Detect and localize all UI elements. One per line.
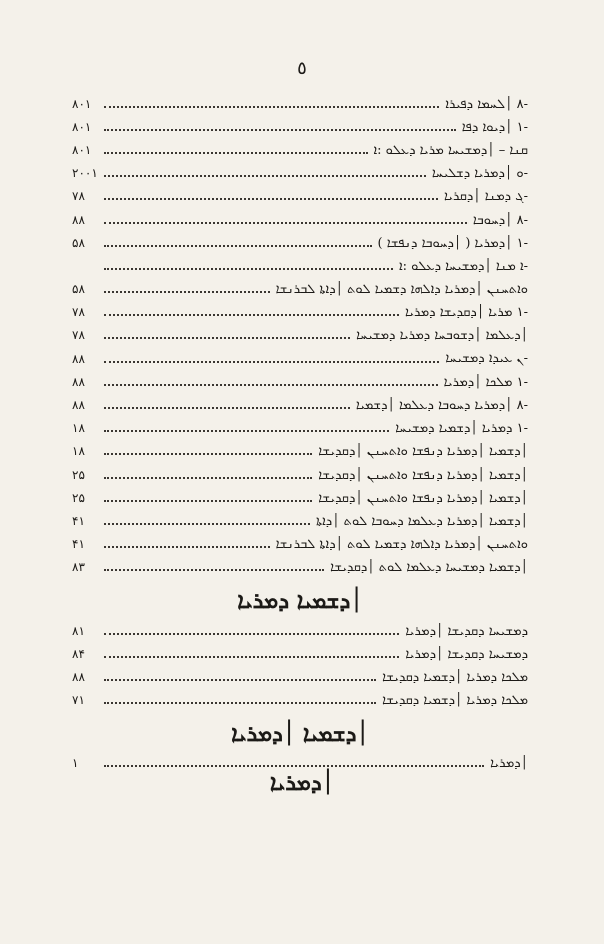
- toc-entry: [72, 231, 528, 254]
- entry-title: ܘܐܬܚܢܢ ׀ܕܡܪܝܐ ܕܐܠܗܐ ܕܫܡܝܐ ܠܘܬ ׀ܕܐܬܐ ܠܒܪܢܫܐ: [275, 537, 528, 553]
- toc-section: [72, 585, 528, 712]
- entry-title: -۸ ׀ܠܚܡܐ ܕܦܝܪܐ: [445, 96, 528, 112]
- dot-leader: [104, 291, 270, 293]
- entry-page-number: ۸۸: [72, 351, 85, 366]
- dot-leader: [104, 314, 399, 316]
- table-of-contents: [72, 92, 528, 775]
- entry-title: ׀ܕܫܡܝܐ ׀ܕܡܪܝܐ ܕܥܠܡܐ ܕܚܘܒܐ ܠܘܬ ׀ܕܐܬܐ: [315, 513, 528, 529]
- dot-leader: [104, 523, 310, 525]
- entry-page-number: ۸۸: [72, 669, 85, 684]
- toc-entry: [72, 393, 528, 416]
- entry-title: -۱ ܡܠܟܐ ׀ܕܡܪܝܐ: [443, 374, 528, 390]
- entry-page-number: ۱: [72, 756, 79, 771]
- toc-entry: [72, 254, 528, 277]
- entry-title: -ܓ ܕܡܢܐ ׀ܕܩܪܝܐ: [443, 189, 528, 205]
- toc-entry: [72, 115, 528, 138]
- toc-entry: [72, 417, 528, 440]
- entry-title: ׀ܕܫܡܝܐ ܕܡܫܝܚܐ ܕܥܠܡܐ ܠܘܬ ׀ܕܩܕܝܫܐ: [330, 560, 528, 576]
- dot-leader: [104, 656, 399, 658]
- dot-leader: [104, 175, 426, 177]
- entry-page-number: ۲۵: [72, 490, 85, 505]
- dot-leader: [104, 430, 389, 432]
- entry-page-number: ۸۱: [72, 623, 85, 638]
- dot-leader: [104, 500, 312, 502]
- toc-entry: [72, 208, 528, 231]
- entry-page-number: ۱۸: [72, 421, 85, 436]
- entry-title: -ܢ ܥܝܕܐ ܕܡܫܝܚܐ: [445, 351, 528, 367]
- entry-page-number: ۴۱: [72, 537, 85, 552]
- toc-entry: [72, 185, 528, 208]
- dot-leader: [104, 152, 368, 154]
- entry-page-number: ۷۱: [72, 693, 85, 708]
- entry-title: ܡܠܟܐ ܕܡܪܝܐ ׀ܕܫܡܝܐ ܕܩܕܝܫܐ: [382, 693, 528, 709]
- toc-entry: [72, 278, 528, 301]
- entry-page-number: ۷۸: [72, 305, 85, 320]
- toc-entry: [72, 162, 528, 185]
- entry-page-number: ۱۸: [72, 444, 85, 459]
- entry-page-number: ۷۸: [72, 328, 85, 343]
- entry-title: ܘܐܬܚܢܢ ׀ܕܡܪܝܐ ܕܐܠܗܐ ܕܫܡܝܐ ܠܘܬ ׀ܕܐܬܐ ܠܒܪܢܫܐ: [275, 282, 528, 298]
- dot-leader: [104, 384, 438, 386]
- dot-leader: [104, 268, 393, 270]
- dot-leader: [104, 633, 399, 635]
- entry-page-number: ۲۰۰۱: [72, 166, 98, 181]
- entry-page-number: ۸۳: [72, 560, 85, 575]
- entry-page-number: ۲۵: [72, 467, 85, 482]
- toc-entry: [72, 486, 528, 509]
- toc-entry: [72, 324, 528, 347]
- toc-entry: [72, 619, 528, 642]
- section-title: ׀ܕܫܡܝܐ ׀ܕܡܪܝܐ: [231, 720, 369, 747]
- section-title: ׀ܕܫܡܝܐ ܕܡܪܝܐ: [237, 587, 363, 614]
- dot-leader: [104, 702, 376, 704]
- entry-page-number: ۸۸: [72, 374, 85, 389]
- entry-page-number: ۵۸: [72, 282, 85, 297]
- entry-title: ܕܡܫܝܚܐ ܕܩܕܝܫܐ ׀ܕܡܪܝܐ: [405, 646, 528, 662]
- entry-title: -۱ ܕܡܪܝܐ ׀ܕܫܡܝܐ ܕܡܫܝܚܐ: [395, 421, 528, 437]
- dot-leader: [104, 106, 439, 108]
- toc-entry: [72, 440, 528, 463]
- entry-page-number: ۸۴: [72, 646, 85, 661]
- entry-page-number: ۸۸: [72, 212, 85, 227]
- colophon: ׀ܕܡܪܝܐ: [269, 770, 335, 796]
- toc-entry: [72, 665, 528, 688]
- entry-title: -۱ ׀ܕܝܘܐ ܕܦܐ: [461, 119, 528, 135]
- dot-leader: [104, 245, 372, 247]
- entry-page-number: ۵۸: [72, 235, 85, 250]
- dot-leader: [104, 679, 376, 681]
- toc-entry: [72, 642, 528, 665]
- entry-title: -۱ ܡܪܝܐ ׀ܕܩܕܝܫܐ ܕܡܪܝܐ: [404, 305, 528, 321]
- entry-title: -۸ ׀ܕܚܘܒܐ: [472, 212, 528, 228]
- entry-title: ׀ܕܡܪܝܐ: [490, 756, 528, 772]
- toc-entry: [72, 463, 528, 486]
- dot-leader: [104, 129, 456, 131]
- entry-title: -ܐ ܡܢܐ ׀ܕܡܫܝܚܐ ܕܥܠܘ :ܐ: [399, 258, 528, 274]
- dot-leader: [104, 546, 270, 548]
- entry-title: -۱ ׀ܕܡܪܝܐ ( ׀ܕܚܘܒܐ ܕܢܦܫܐ ): [377, 235, 528, 251]
- entry-page-number: ۷۸: [72, 189, 85, 204]
- entry-page-number: ۸۰۱: [72, 96, 92, 111]
- entry-title: -۸ ׀ܕܡܪܝܐ ܕܚܘܒܐ ܕܥܠܡܐ ׀ܕܫܡܝܐ: [355, 398, 528, 414]
- toc-entry: [72, 370, 528, 393]
- toc-entry: [72, 301, 528, 324]
- toc-section: [72, 718, 528, 775]
- page-number: ٥: [297, 58, 307, 79]
- entry-title: ܕܡܫܝܚܐ ܕܩܕܝܫܐ ׀ܕܡܪܝܐ: [405, 623, 528, 639]
- entry-page-number: ۸۰۱: [72, 119, 92, 134]
- entry-title: -ܘ ׀ܕܡܪܝܐ ܕܫܠܝܚܐ: [431, 166, 528, 182]
- dot-leader: [104, 222, 467, 224]
- entry-title: ׀ܕܫܡܝܐ ׀ܕܡܪܝܐ ܕܢܦܫܐ ܘܐܬܚܢܢ ׀ܕܩܕܝܫܐ: [318, 490, 528, 506]
- entry-title: ׀ܕܫܡܝܐ ׀ܕܡܪܝܐ ܕܢܦܫܐ ܘܐܬܚܢܢ ׀ܕܩܕܝܫܐ: [318, 444, 528, 460]
- entry-title: ׀ܕܥܠܡܐ ׀ܕܫܘܒܚܐ ܕܡܪܝܐ ܕܡܫܝܚܐ: [356, 328, 528, 344]
- toc-entry: [72, 92, 528, 115]
- dot-leader: [104, 453, 312, 455]
- dot-leader: [104, 569, 324, 571]
- entry-title: ܩܢܐ – ׀ܕܡܫܝܚܐ ܡܪܝܐ ܕܥܠܘ :ܐ: [373, 142, 528, 158]
- dot-leader: [104, 407, 350, 409]
- dot-leader: [104, 361, 439, 363]
- dot-leader: [104, 765, 484, 767]
- toc-entry: [72, 533, 528, 556]
- entry-title: ܡܠܟܐ ܕܡܪܝܐ ׀ܕܫܡܝܐ ܕܩܕܝܫܐ: [382, 669, 528, 685]
- entry-page-number: ۸۰۱: [72, 142, 92, 157]
- toc-entry: [72, 509, 528, 532]
- entry-title: ׀ܕܫܡܝܐ ׀ܕܡܪܝܐ ܕܢܦܫܐ ܘܐܬܚܢܢ ׀ܕܩܕܝܫܐ: [318, 467, 528, 483]
- toc-section: [72, 92, 528, 579]
- toc-entry: [72, 138, 528, 161]
- entry-page-number: ۸۸: [72, 398, 85, 413]
- dot-leader: [104, 198, 438, 200]
- toc-entry: [72, 347, 528, 370]
- toc-entry: [72, 556, 528, 579]
- toc-entry: [72, 689, 528, 712]
- entry-page-number: ۴۱: [72, 513, 85, 528]
- dot-leader: [104, 337, 350, 339]
- dot-leader: [104, 477, 312, 479]
